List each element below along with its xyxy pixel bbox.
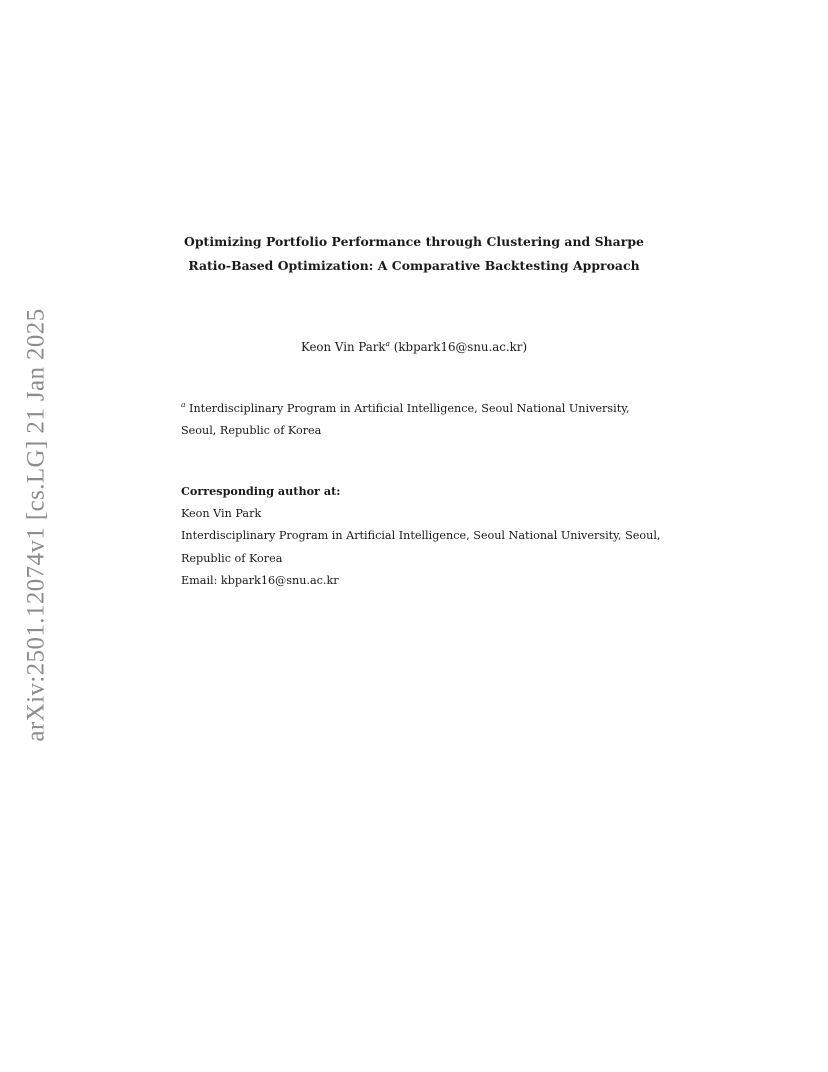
author-affiliation-mark: a — [385, 339, 391, 348]
arxiv-stamp — [19, 292, 55, 758]
title-line-2: Ratio-Based Optimization: A Comparative Backtesting Approach — [188, 258, 640, 273]
affiliation-line-2: Seoul, Republic of Korea — [181, 424, 322, 437]
author-line — [150, 338, 678, 356]
corresponding-address-line-1: Interdisciplinary Program in Artificial Intelligence, Seoul National University, Seoul, — [181, 529, 661, 542]
author-name: Keon Vin Park — [300, 340, 386, 354]
title-line-1: Optimizing Portfolio Performance through Clustering and Sharpe — [183, 234, 644, 249]
corresponding-heading: Corresponding author at: — [181, 484, 341, 498]
paper-title — [150, 230, 678, 278]
author-email: (kbpark16@snu.ac.kr) — [393, 340, 528, 354]
arxiv-identifier: arXiv:2501.12074v1 [cs.LG] 21 Jan 2025 — [23, 308, 51, 742]
corresponding-email: Email: kbpark16@snu.ac.kr — [181, 574, 339, 587]
corresponding-address-line-2: Republic of Korea — [181, 551, 283, 565]
corresponding-name: Keon Vin Park — [181, 506, 262, 520]
affiliation-text-1: Interdisciplinary Program in Artificial Intelligence, Seoul National University, — [189, 402, 630, 415]
corresponding-author-block — [181, 480, 671, 593]
affiliation-line-1 — [181, 398, 651, 420]
affiliation-mark: a — [181, 400, 186, 409]
affiliation — [181, 398, 651, 442]
